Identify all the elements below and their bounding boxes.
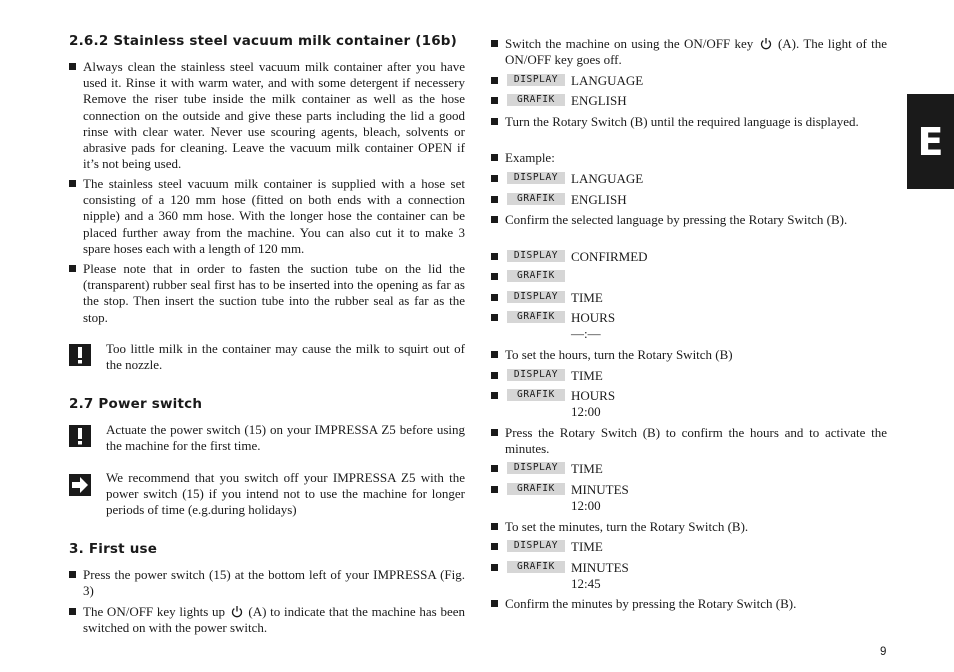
display-tag: DISPLAY <box>507 250 565 262</box>
warning-text: Too little milk in the container may cause the milk to squirt out of the nozzle. <box>106 341 465 373</box>
bullet-item <box>69 59 465 172</box>
bullet-text: Confirm the selected language by pressing the Rotary Switch (B). <box>505 212 848 227</box>
display-tag: DISPLAY <box>507 540 565 552</box>
display-tag: DISPLAY <box>507 74 565 86</box>
grafik-subvalue: 12:45 <box>571 576 601 591</box>
display-tag: DISPLAY <box>507 462 565 474</box>
power-key-icon <box>231 605 243 618</box>
section-heading-milk-container: 2.6.2 Stainless steel vacuum milk container (16b) <box>69 33 458 49</box>
power-key-icon <box>760 37 772 50</box>
tip-text: We recommend that you switch off your IMPRESSA Z5 with the power switch (15) if you intend not to use the machine for longer periods of time (e.g.during holidays) <box>106 470 465 518</box>
bullet-square-icon <box>491 294 498 301</box>
bullet-text: To set the minutes, turn the Rotary Switch (B). <box>505 519 749 534</box>
bullet-square-icon <box>491 465 498 472</box>
bullet-square-icon <box>69 180 76 187</box>
display-value: CONFIRMED <box>571 249 648 264</box>
bullet-text-part: (A) to indicate that the machine has been switched on with the power switch. <box>83 604 465 636</box>
bullet-square-icon <box>69 265 76 272</box>
grafik-tag: GRAFIK <box>507 193 565 205</box>
bullet-square-icon <box>491 273 498 280</box>
page-number: 9 <box>880 646 887 658</box>
exclamation-icon <box>69 425 91 447</box>
bullet-item <box>491 150 887 166</box>
display-value: TIME <box>571 539 603 554</box>
bullet-square-icon <box>491 40 498 47</box>
grafik-value: ENGLISH <box>571 93 627 108</box>
bullet-square-icon <box>491 97 498 104</box>
bullet-square-icon <box>491 196 498 203</box>
bullet-square-icon <box>491 372 498 379</box>
bullet-text: Confirm the minutes by pressing the Rotary Switch (B). <box>505 596 797 611</box>
bullet-text <box>83 604 465 636</box>
bullet-text: Press the power switch (15) at the bottom left of your IMPRESSA (Fig. 3) <box>83 567 465 599</box>
bullet-item <box>491 36 887 68</box>
bullet-square-icon <box>491 175 498 182</box>
bullet-square-icon <box>491 253 498 260</box>
display-tag: DISPLAY <box>507 369 565 381</box>
display-tag: DISPLAY <box>507 172 565 184</box>
grafik-tag: GRAFIK <box>507 94 565 106</box>
display-value: LANGUAGE <box>571 171 644 186</box>
grafik-subvalue: —:— <box>571 326 601 341</box>
bullet-text: To set the hours, turn the Rotary Switch (B) <box>505 347 733 362</box>
bullet-text: Please note that in order to fasten the suction tube on the lid the (transparent) rubber seal first has to be inserted into the opening as far as the stop. Then insert the suction tube into the rubber seal as far as the stop. <box>83 261 465 325</box>
bullet-square-icon <box>491 118 498 125</box>
bullet-text <box>505 36 887 68</box>
tip-notice <box>69 470 465 519</box>
bullet-item <box>69 261 465 326</box>
bullet-square-icon <box>491 543 498 550</box>
display-value: TIME <box>571 461 603 476</box>
bullet-item <box>491 519 887 535</box>
grafik-tag: GRAFIK <box>507 311 565 323</box>
bullet-text: The stainless steel vacuum milk container is supplied with a hose set consisting of a 120 mm hose (fitted on both ends with a connection nipple) and a 360 mm hose. With the longer hose the container can be placed further away from the machine. You can also cut it to make 3 spare hoses each with a length of 120 mm. <box>83 176 465 256</box>
bullet-item <box>491 212 887 228</box>
bullet-text-part: (A). The light of the ON/OFF key goes off. <box>505 36 888 68</box>
bullet-square-icon <box>69 608 76 615</box>
grafik-value: ENGLISH <box>571 192 627 207</box>
grafik-tag: GRAFIK <box>507 561 565 573</box>
exclamation-icon <box>69 344 91 366</box>
bullet-square-icon <box>491 564 498 571</box>
bullet-text-part: The ON/OFF key lights up <box>83 604 225 619</box>
grafik-value: MINUTES <box>571 482 629 497</box>
grafik-subvalue: 12:00 <box>571 404 601 419</box>
language-tab: E <box>907 94 954 189</box>
bullet-item <box>69 567 465 599</box>
bullet-text: Turn the Rotary Switch (B) until the required language is displayed. <box>505 114 859 129</box>
bullet-square-icon <box>491 77 498 84</box>
grafik-value: HOURS <box>571 310 616 325</box>
bullet-item <box>491 114 887 130</box>
bullet-item <box>69 176 465 257</box>
bullet-item <box>69 604 465 636</box>
display-value: TIME <box>571 368 603 383</box>
grafik-tag: GRAFIK <box>507 483 565 495</box>
warning-text: Actuate the power switch (15) on your IMPRESSA Z5 before using the machine for the first time. <box>106 422 465 454</box>
arrow-right-icon <box>69 474 91 496</box>
display-tag: DISPLAY <box>507 291 565 303</box>
grafik-value: MINUTES <box>571 560 629 575</box>
warning-notice <box>69 341 465 373</box>
bullet-square-icon <box>491 216 498 223</box>
section-heading-first-use: 3. First use <box>69 541 158 557</box>
bullet-square-icon <box>491 486 498 493</box>
bullet-text: Example: <box>505 150 555 165</box>
bullet-square-icon <box>491 600 498 607</box>
bullet-text: Always clean the stainless steel vacuum milk container after you have used it. Rinse it with warm water, and with some detergent if necessery Remove the riser tube inside the milk container as well as the hose connection on the outside and give these parts including the lid a good rinse with clear water. Never use scouring agents, bleach, solvents or abrasive pads for cleaning. Leave the vacuum milk container OPEN if it’s not being used. <box>83 59 465 172</box>
section-heading-power-switch: 2.7 Power switch <box>69 396 203 412</box>
display-value: LANGUAGE <box>571 73 644 88</box>
bullet-item <box>491 425 887 457</box>
grafik-subvalue: 12:00 <box>571 498 601 513</box>
bullet-square-icon <box>491 392 498 399</box>
bullet-square-icon <box>491 154 498 161</box>
bullet-square-icon <box>69 63 76 70</box>
grafik-value: HOURS <box>571 388 616 403</box>
bullet-square-icon <box>69 571 76 578</box>
bullet-text: Press the Rotary Switch (B) to confirm the hours and to activate the minutes. <box>505 425 887 457</box>
bullet-square-icon <box>491 351 498 358</box>
bullet-item <box>491 347 887 363</box>
bullet-square-icon <box>491 523 498 530</box>
bullet-square-icon <box>491 429 498 436</box>
grafik-tag: GRAFIK <box>507 389 565 401</box>
warning-notice <box>69 422 465 454</box>
display-value: TIME <box>571 290 603 305</box>
bullet-square-icon <box>491 314 498 321</box>
grafik-tag: GRAFIK <box>507 270 565 282</box>
bullet-item <box>491 596 887 612</box>
bullet-text-part: Switch the machine on using the ON/OFF key <box>505 36 754 51</box>
